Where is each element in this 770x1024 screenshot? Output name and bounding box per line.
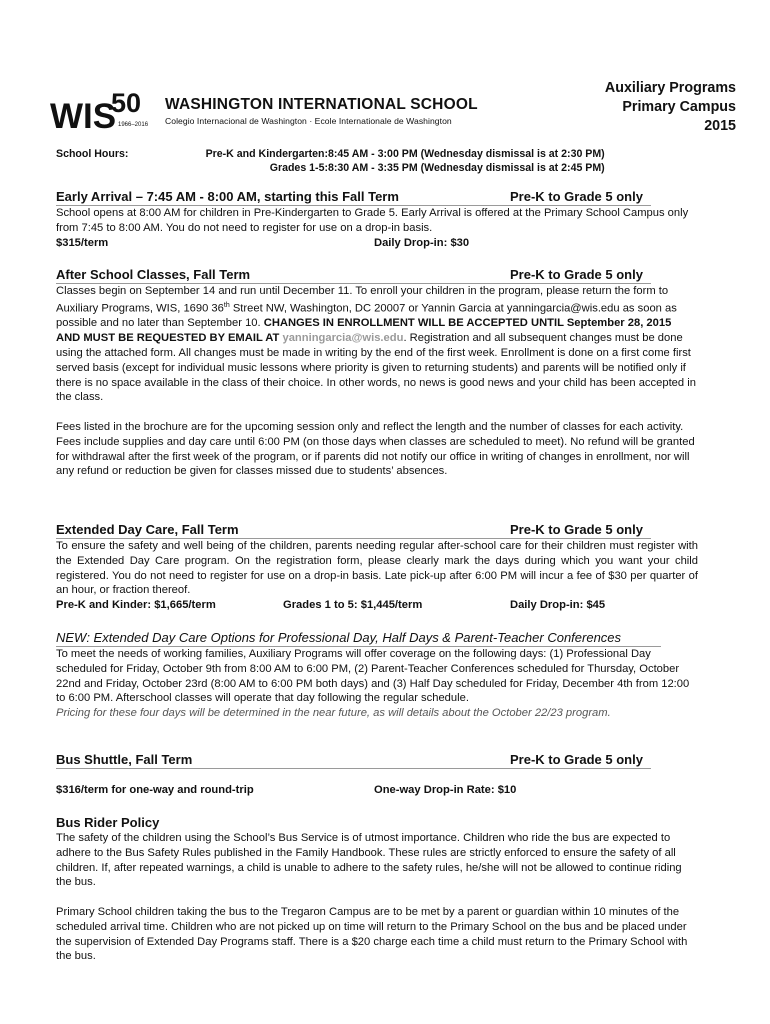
after-school-section: [56, 267, 698, 479]
hours-time-grades: 8:30 AM - 3:35 PM (Wednesday dismissal is at 2:45 PM): [328, 162, 605, 174]
bus-shuttle-prices: [56, 783, 698, 798]
title-line-1: Auxiliary Programs: [604, 80, 736, 96]
early-arrival-prices: [56, 236, 698, 251]
school-hours-label: School Hours:: [56, 148, 129, 160]
bus-rider-heading: Bus Rider Policy: [56, 815, 160, 830]
title-line-3: 2015: [704, 118, 736, 134]
section-heading: [56, 752, 651, 769]
text-run: Classes begin on September 14 and run until December 11. To enroll your children in the program, please return the form to Auxiliary Programs, WIS, 1690 36: [56, 285, 669, 315]
logo-years-text: 1966–2016: [118, 122, 149, 128]
early-arrival-price-term: $315/term: [56, 236, 109, 249]
text-run: Street NW, Washington, DC 20007 or Yannin Garcia at yanningarcia@wis.edu as soon as possible and no later than September 10.: [56, 302, 677, 330]
enrollment-notice: CHANGES IN ENROLLMENT WILL BE ACCEPTED UNTIL September 28, 2015 AND MUST BE REQUESTED BY EMAIL AT: [56, 317, 672, 345]
new-options-pricing-note: Pricing for these four days will be determined in the near future, as will details about the October 22/23 program.: [56, 707, 611, 720]
section-heading: [56, 189, 651, 206]
after-school-heading: After School Classes, Fall Term: [56, 267, 251, 282]
school-hours: [56, 147, 736, 175]
extended-day-price-prek: Pre-K and Kinder: $1,665/term: [56, 599, 216, 612]
hours-group-grades: Grades 1-5:: [269, 162, 328, 174]
logo-wis-text: WIS: [50, 97, 117, 132]
title-line-2: Primary Campus: [622, 99, 736, 115]
bus-rider-paragraph-1: The safety of the children using the School’s Bus Service is of utmost importance. Children who ride the bus are expected to adhere to the Bus Safety Rules published in the Family Handbook. These rules are strictly enforced to ensure the safety of all children. If, after repeated warnings, a child is unable to adhere to the safety rules, he/she will not be allowed to continue riding the bus.: [56, 832, 682, 889]
after-school-paragraph-2: Fees listed in the brochure are for the upcoming session only and reflect the length and the number of classes for each activity. Fees include supplies and day care until 6:00 PM (on those days when classes are scheduled to meet). No refund will be granted for withdrawal after the first week of the program, or if parents did not notify our office in writing of changes in enrollment, nor will any refund or reduction be given for classes missed due to students’ absences.: [56, 420, 695, 478]
superscript: th: [223, 301, 230, 309]
after-school-grade: Pre-K to Grade 5 only: [510, 267, 643, 282]
bus-shuttle-heading: Bus Shuttle, Fall Term: [56, 752, 193, 767]
extended-day-grade: Pre-K to Grade 5 only: [510, 522, 643, 537]
extended-day-body: To ensure the safety and well being of the children, parents needing regular after-school care for their children must register with the Extended Day Care program. On the registration form, please clearly mark the days during which you want your child registered. You do not need to register for use on a drop-in basis. Late pick-up after 6:00 PM will incur a fee of $30 per quarter of an hour, or fraction thereof.: [56, 540, 698, 597]
extended-day-price-dropin: Daily Drop-in: $45: [510, 599, 606, 612]
text-run: . Registration and all subsequent changes must be done using the attached form. All changes must be made in writing by the end of the first week. Enrollment is done on a first come first served basis (except for individual music lessons where priority is given to returning students) and parents will be notified only if there is no space available in the class of their choice. In other words, no news is good news and your child has been accepted in the class.: [56, 332, 696, 404]
early-arrival-price-dropin: Daily Drop-in: $30: [374, 236, 470, 249]
bus-shuttle-price-dropin: One-way Drop-in Rate: $10: [374, 784, 517, 796]
wis-50-logo: [50, 88, 160, 132]
school-subtitle: Colegio Internacional de Washington · Ecole Internationale de Washington: [165, 116, 452, 126]
new-options-body: To meet the needs of working families, Auxiliary Programs will offer coverage on the following days: (1) Professional Day scheduled for Friday, October 9th from 8:00 AM to 6:00 PM, (2) Parent-Teacher Conferences scheduled for Thursday, October 22nd and Friday, October 23rd (8:00 AM to 6:00 PM both days) and (3) Half Day scheduled for Friday, December 4th from 12:00 to 6:00 PM. Afterschool classes will operate that day following the regular schedule.: [56, 648, 690, 705]
school-name: WASHINGTON INTERNATIONAL SCHOOL: [165, 96, 478, 113]
bus-shuttle-price-term: $316/term for one-way and round-trip: [56, 784, 254, 796]
bus-rider-section: [56, 815, 698, 964]
after-school-paragraph-1: [56, 284, 698, 405]
bus-shuttle-section: [56, 752, 698, 798]
logo-50-text: 50: [111, 88, 142, 118]
email-link[interactable]: yanningarcia@wis.edu: [282, 332, 404, 345]
early-arrival-section: [56, 189, 698, 251]
section-heading: [56, 267, 651, 284]
extended-day-section: [56, 522, 698, 613]
early-arrival-body: School opens at 8:00 AM for children in Pre-Kindergarten to Grade 5. Early Arrival is offered at the Primary School Campus only from 7:45 to 8:00 AM. You do not need to register for use on a drop-in basis.: [56, 207, 689, 234]
hours-group-prek: Pre-K and Kindergarten:: [205, 148, 328, 160]
new-options-section: [56, 630, 698, 721]
extended-day-prices: [56, 598, 698, 613]
extended-day-heading: Extended Day Care, Fall Term: [56, 522, 239, 537]
hours-time-prek: 8:45 AM - 3:00 PM (Wednesday dismissal is at 2:30 PM): [328, 148, 605, 160]
new-options-heading: NEW: Extended Day Care Options for Professional Day, Half Days & Parent-Teacher Conferences: [56, 630, 661, 647]
extended-day-price-grades: Grades 1 to 5: $1,445/term: [283, 599, 423, 612]
document-title: [605, 79, 736, 136]
bus-shuttle-grade: Pre-K to Grade 5 only: [510, 752, 643, 767]
early-arrival-heading: Early Arrival – 7:45 AM - 8:00 AM, starting this Fall Term: [56, 189, 399, 204]
section-heading: [56, 522, 651, 539]
bus-rider-paragraph-2: Primary School children taking the bus to the Tregaron Campus are to be met by a parent or guardian within 10 minutes of the scheduled arrival time. Children who are not picked up on time will return to the Primary School on the bus and be placed under the supervision of Extended Day Programs staff. There is a $20 charge each time a child must return to the Primary School with the bus.: [56, 905, 688, 963]
early-arrival-grade: Pre-K to Grade 5 only: [510, 189, 643, 204]
